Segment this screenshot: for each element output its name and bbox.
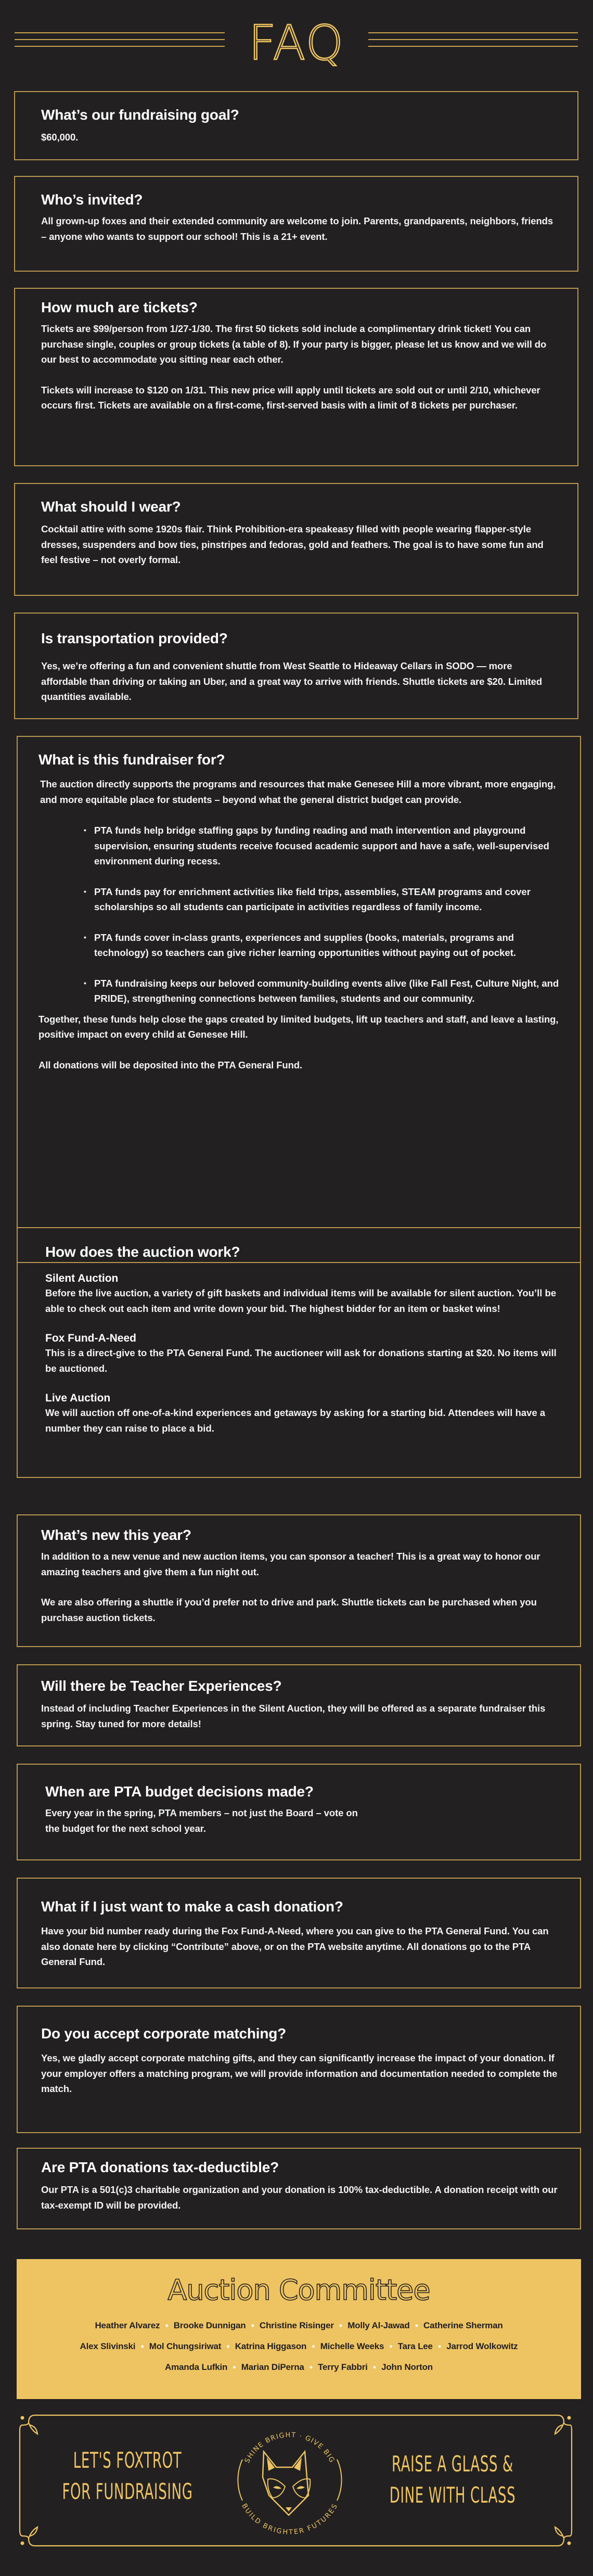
names-row <box>17 2320 581 2331</box>
name-separator: ● <box>389 2343 393 2350</box>
faq-question: What should I wear? <box>41 499 181 515</box>
name-separator: ● <box>309 2364 313 2370</box>
frame-dot <box>568 2416 571 2420</box>
faq-card-tickets <box>14 288 578 466</box>
faq-card-budget <box>17 1764 581 1860</box>
name-separator: ● <box>140 2343 144 2350</box>
committee-member: Marian DiPerna <box>241 2362 304 2372</box>
names-row <box>17 2362 581 2373</box>
faq-answer-intro: The auction directly supports the programs and resources that make Genesee Hill a more vibrant, more engaging, and more equitable place for students – beyond what the general district budget can provide. <box>40 779 556 805</box>
emblem-top-path: SHINE BRIGHT · GIVE BIG <box>243 2431 337 2465</box>
auction-type-body: We will auction off one-of-a-kind experiences and getaways by asking for a starting bid. Attendees will have a number they can raise to place a bid. <box>45 1407 546 1434</box>
name-separator: ● <box>415 2323 419 2329</box>
faq-question: What if I just want to make a cash donation? <box>41 1898 343 1915</box>
frame-dot <box>568 2542 571 2545</box>
committee-member: Amanda Lufkin <box>165 2362 228 2372</box>
faq-question: Will there be Teacher Experiences? <box>41 1678 282 1694</box>
faq-answer: Have your bid number ready during the Fox Fund-A-Need, where you can give to the PTA General Fund. You can also donate here by clicking “Contribute” above, or on the PTA website anytime. All donations go to the PTA General Fund. <box>41 1925 549 1967</box>
faq-answer: Our PTA is a 501(c)3 charitable organization and your donation is 100% tax-deductible. A donation receipt with our tax-exempt ID will be provided. <box>41 2184 558 2211</box>
emblem-arc-left <box>238 2459 242 2501</box>
faq-question: Are PTA donations tax-deductible? <box>41 2159 279 2175</box>
faq-answer-deposit: All donations will be deposited into the PTA General Fund. <box>38 1059 303 1070</box>
name-separator: ● <box>233 2364 236 2370</box>
faq-answer: Cocktail attire with some 1920s flair. Think Prohibition-era speakeasy filled with people wearing flapper-style dresses, suspenders and bow ties, pinstripes and fedoras, gold and feathers. The goal is to have some fun and feel festive – not overly formal. <box>41 524 544 565</box>
name-separator: ● <box>251 2323 254 2329</box>
header-lines-left <box>15 32 225 48</box>
faq-answer: Tickets are $99/person from 1/27-1/30. The first 50 tickets sold include a complimentary drink ticket! You can purchase single, couples or group tickets (a table of 8). If your party is bigger, please let us know and we will do our best to accommodate you sitting near each other. <box>41 323 547 365</box>
tagline-line: DINE WITH CLASS <box>389 2482 516 2508</box>
name-separator: ● <box>339 2323 343 2329</box>
faq-answer: Instead of including Teacher Experiences in the Silent Auction, they will be offered as a separate fundraiser this spring. Stay tuned for more details! <box>41 1703 546 1729</box>
emblem-bottom-path: BUILD BRIGHTER FUTURES <box>240 2502 340 2536</box>
committee-member: Brooke Dunnigan <box>173 2320 246 2330</box>
faq-answer: We are also offering a shuttle if you’d prefer not to drive and park. Shuttle tickets can be purchased when you purchase auction tickets. <box>41 1597 537 1623</box>
page-title: FAQ <box>248 15 345 71</box>
fox-emblem <box>238 2452 341 2515</box>
faq-answer: $60,000. <box>41 132 79 143</box>
list-item: • PTA funds cover in-class grants, experiences and supplies (books, materials, programs and technology) so teachers can give richer learning opportunities without paying out of pocket. <box>38 930 559 961</box>
faq-answer: Tickets will increase to $120 on 1/31. This new price will apply until tickets are sold out or until 2/10, whichever occurs first. Tickets are available on a first-come, first-served basis with a limit of 8 tickets per purchaser. <box>41 384 540 411</box>
faq-card-auction <box>17 1227 581 1478</box>
committee-member: Jarrod Wolkowitz <box>446 2341 518 2351</box>
names-row <box>17 2341 581 2352</box>
committee-member: Molly Al-Jawad <box>347 2320 410 2330</box>
committee-member: Catherine Sherman <box>423 2320 503 2330</box>
faq-card-goal <box>14 91 578 160</box>
faq-answer: Yes, we’re offering a fun and convenient shuttle from West Seattle to Hideaway Cellars in SODO — more affordable than driving or taking an Uber, and a great way to arrive with friends. Shuttle tickets are $20. Limited quantities available. <box>41 660 543 702</box>
name-separator: ● <box>372 2364 377 2370</box>
faq-answer: All grown-up foxes and their extended community are welcome to join. Parents, grandparents, neighbors, friends – anyone who wants to support our school! This is a 21+ event. <box>41 215 553 242</box>
faq-card-tax <box>17 2148 581 2229</box>
faq-question: What is this fundraiser for? <box>38 751 225 768</box>
committee-member: Michelle Weeks <box>320 2341 384 2351</box>
committee-member: Christine Risinger <box>259 2320 334 2330</box>
faq-card-corporate <box>17 2006 581 2133</box>
auction-type-title: Silent Auction <box>45 1272 119 1284</box>
list-item: • PTA funds help bridge staffing gaps by funding reading and math intervention and playground supervision, ensuring students receive focused academic support and have a safe, well-supervised environment during recess. <box>38 823 559 869</box>
name-separator: ● <box>226 2343 230 2350</box>
answer-line: the budget for the next school year. <box>45 1822 206 1834</box>
auction-type-body: This is a direct-give to the PTA General Fund. The auctioneer will ask for donations starting at $20. No items will be auctioned. <box>45 1347 557 1374</box>
frame-dot <box>21 2416 24 2420</box>
auction-type-title: Live Auction <box>45 1392 111 1404</box>
committee-member: John Norton <box>381 2362 433 2372</box>
list-item: • PTA fundraising keeps our beloved community-building events alive (like Fall Fest, Culture Night, and PRIDE), strengthening connections between families, students and our community. <box>38 976 559 1006</box>
faq-answer-together: Together, these funds help close the gaps created by limited budgets, lift up teachers and staff, and leave a lasting, positive impact on every child at Genesee Hill. <box>38 1013 559 1040</box>
faq-question: Who’s invited? <box>41 192 143 208</box>
faq-card-teacher <box>17 1664 581 1746</box>
name-separator: ● <box>437 2343 442 2350</box>
committee-member: Alex Slivinski <box>80 2341 136 2351</box>
faq-answer: Yes, we gladly accept corporate matching gifts, and they can significantly increase the impact of your donation. If your employer offers a matching program, we will provide information and documentation needed to complete the match. <box>41 2052 558 2094</box>
auction-committee-panel <box>17 2259 581 2399</box>
faq-question: How does the auction work? <box>45 1244 240 1260</box>
answer-line: Every year in the spring, PTA members – not just the Board – vote on <box>45 1807 358 1818</box>
faq-answer: In addition to a new venue and new auction items, you can sponsor a teacher! This is a great way to honor our amazing teachers and give them a fun night out. <box>41 1551 540 1577</box>
faq-card-fundraiser <box>17 736 581 1263</box>
benefits-list <box>38 823 559 1006</box>
tagline-line: LET'S FOXTROT <box>73 2447 182 2473</box>
faq-answer <box>45 1805 559 1836</box>
committee-member: Tara Lee <box>397 2341 433 2351</box>
committee-title: Auction Committee <box>167 2274 430 2306</box>
faq-card-wear <box>14 483 578 596</box>
tagline-line: FOR FUNDRAISING <box>62 2479 193 2504</box>
name-separator: ● <box>312 2343 315 2350</box>
fox-details <box>267 2457 305 2511</box>
auction-type-title: Fox Fund-A-Need <box>45 1332 136 1344</box>
tagline-line: RAISE A GLASS & <box>392 2451 513 2477</box>
frame-dot <box>21 2542 24 2545</box>
faq-card-cash <box>17 1878 581 1988</box>
emblem-top-text <box>243 2431 336 2465</box>
committee-member: Heather Alvarez <box>95 2320 160 2330</box>
committee-member: Mol Chungsiriwat <box>149 2341 222 2351</box>
faq-card-invited <box>14 176 578 272</box>
faq-card-new <box>17 1514 581 1647</box>
faq-question: What’s new this year? <box>41 1527 191 1543</box>
emblem-arc-right <box>337 2459 342 2501</box>
faq-question: Do you accept corporate matching? <box>41 2025 287 2042</box>
faq-question: When are PTA budget decisions made? <box>45 1783 314 1800</box>
faq-question: Is transportation provided? <box>41 630 228 646</box>
header-lines-right <box>368 32 578 48</box>
committee-member: Terry Fabbri <box>318 2362 368 2372</box>
faq-card-transport <box>14 613 578 719</box>
faq-question: How much are tickets? <box>41 299 198 315</box>
auction-type-body: Before the live auction, a variety of gift baskets and individual items will be available for silent auction. You’ll be able to check out each item and write down your bid. The highest bidder for an item or basket wins! <box>45 1287 557 1314</box>
list-item: • PTA funds pay for enrichment activities like field trips, assemblies, STEAM programs and cover scholarships so all students can participate in activities regardless of family income. <box>38 884 559 915</box>
faq-question: What’s our fundraising goal? <box>41 107 239 123</box>
committee-member: Katrina Higgason <box>235 2341 307 2351</box>
name-separator: ● <box>165 2323 169 2329</box>
footer-tagline-right <box>386 2449 519 2511</box>
footer-tagline-left <box>61 2445 194 2507</box>
